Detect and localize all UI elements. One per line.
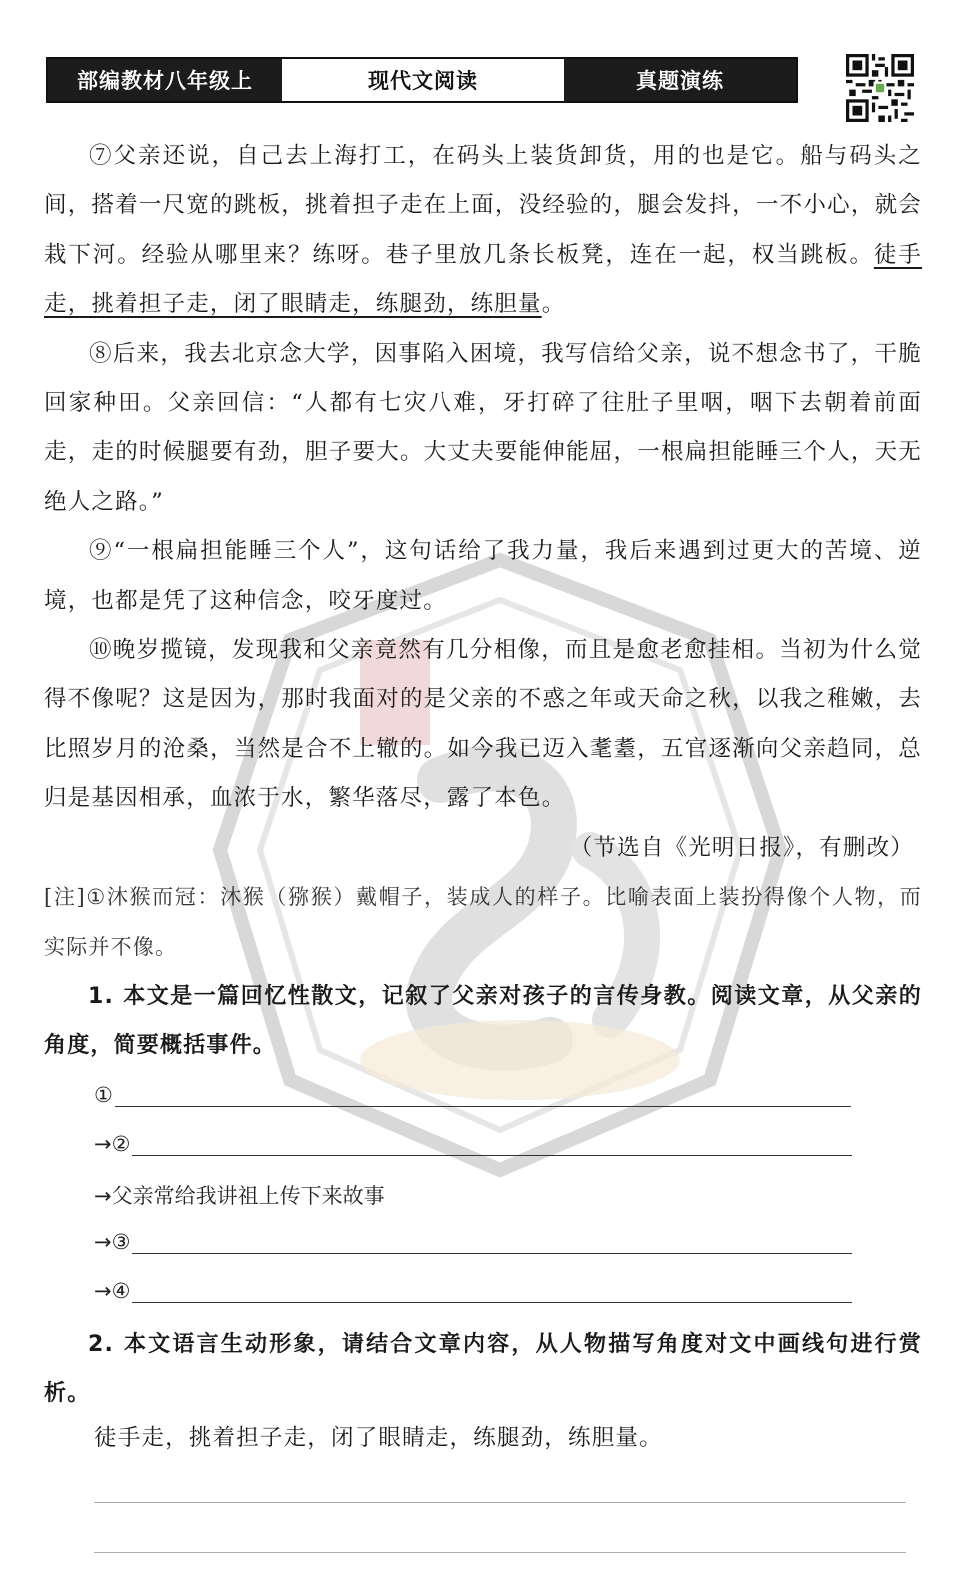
header-subject-label: 现代文阅读 bbox=[282, 59, 564, 101]
answer-blank-3-line[interactable] bbox=[132, 1229, 852, 1254]
footnote-text: ①沐猴而冠：沐猴（猕猴）戴帽子，装成人的样子。比喻表面上装扮得像个人物，而实际并不像。 bbox=[44, 885, 922, 959]
question-1: 1. 本文是一篇回忆性散文，记叙了父亲对孩子的言传身教。阅读文章，从父亲的角度，简要概括事件。 bbox=[44, 983, 922, 1059]
paragraph-7-text: ⑦父亲还说，自己去上海打工，在码头上装货卸货，用的也是它。船与码头之间，搭着一尺宽的跳板，挑着担子走在上面，没经验的，腿会发抖，一不小心，就会栽下河。经验从哪里来？练呀。巷子里放几条长板凳，连在一起，权当跳板。 bbox=[44, 143, 922, 268]
passage-body bbox=[44, 132, 922, 1071]
answer-blank-3[interactable] bbox=[94, 1229, 852, 1254]
footnote-tag: [注] bbox=[44, 885, 86, 910]
footnote bbox=[44, 873, 922, 972]
answer-blank-4[interactable] bbox=[94, 1278, 852, 1303]
header-bar bbox=[46, 57, 798, 103]
given-event-text: →父亲常给我讲祖上传下来故事 bbox=[94, 1184, 385, 1208]
header-section-label: 真题演练 bbox=[564, 59, 796, 101]
qr-code-icon bbox=[846, 54, 914, 122]
quoted-sentence: 徒手走，挑着担子走，闭了眼睛走，练腿劲，练胆量。 bbox=[94, 1425, 663, 1451]
source-citation: （节选自《光明日报》，有删改） bbox=[569, 834, 914, 861]
question-2-block bbox=[44, 1320, 922, 1419]
answer-blank-3-label: →③ bbox=[94, 1230, 131, 1254]
paragraph-10: ⑩晚岁揽镜，发现我和父亲竟然有几分相像，而且是愈老愈挂相。当初为什么觉得不像呢？这是因为，那时我面对的是父亲的不惑之年或天命之秋，以我之稚嫩，去比照岁月的沧桑，当然是合不上辙的。如今我已迈入耄耋，五官逐渐向父亲趋同，总归是基因相承，血浓于水，繁华落尽，露了本色。 bbox=[44, 637, 922, 812]
answer-blank-4-label: →④ bbox=[94, 1279, 131, 1303]
answer-blank-1-label: ① bbox=[94, 1083, 113, 1107]
paragraph-7-end: 。 bbox=[541, 291, 566, 318]
header-grade-label: 部编教材八年级上 bbox=[48, 59, 282, 101]
paragraph-9: ⑨“一根扁担能睡三个人”，这句话给了我力量，我后来遇到过更大的苦境、逆境，也都是凭了这种信念，咬牙度过。 bbox=[44, 538, 922, 614]
answer-line-2[interactable] bbox=[94, 1552, 906, 1553]
underlined-sentence: 徒手走，挑着担子走，闭了眼睛走，练腿劲，练胆量 bbox=[44, 241, 922, 318]
answer-blank-1[interactable] bbox=[94, 1082, 851, 1107]
given-event bbox=[94, 1180, 385, 1210]
answer-blank-1-line[interactable] bbox=[115, 1082, 851, 1107]
answer-blank-4-line[interactable] bbox=[132, 1278, 852, 1303]
paragraph-7 bbox=[44, 132, 922, 330]
question-2: 2. 本文语言生动形象，请结合文章内容，从人物描写角度对文中画线句进行赏析。 bbox=[44, 1332, 922, 1407]
answer-line-1[interactable] bbox=[94, 1502, 906, 1503]
answer-blank-2-line[interactable] bbox=[132, 1131, 852, 1156]
paragraph-8: ⑧后来，我去北京念大学，因事陷入困境，我写信给父亲，说不想念书了，干脆回家种田。父亲回信：“人都有七灾八难，牙打碎了往肚子里咽，咽下去朝着前面走，走的时候腿要有劲，胆子要大。大丈夫要能伸能屈，一根扁担能睡三个人，天无绝人之路。” bbox=[44, 340, 922, 515]
answer-blank-2-label: →② bbox=[94, 1132, 131, 1156]
answer-blank-2[interactable] bbox=[94, 1131, 852, 1156]
